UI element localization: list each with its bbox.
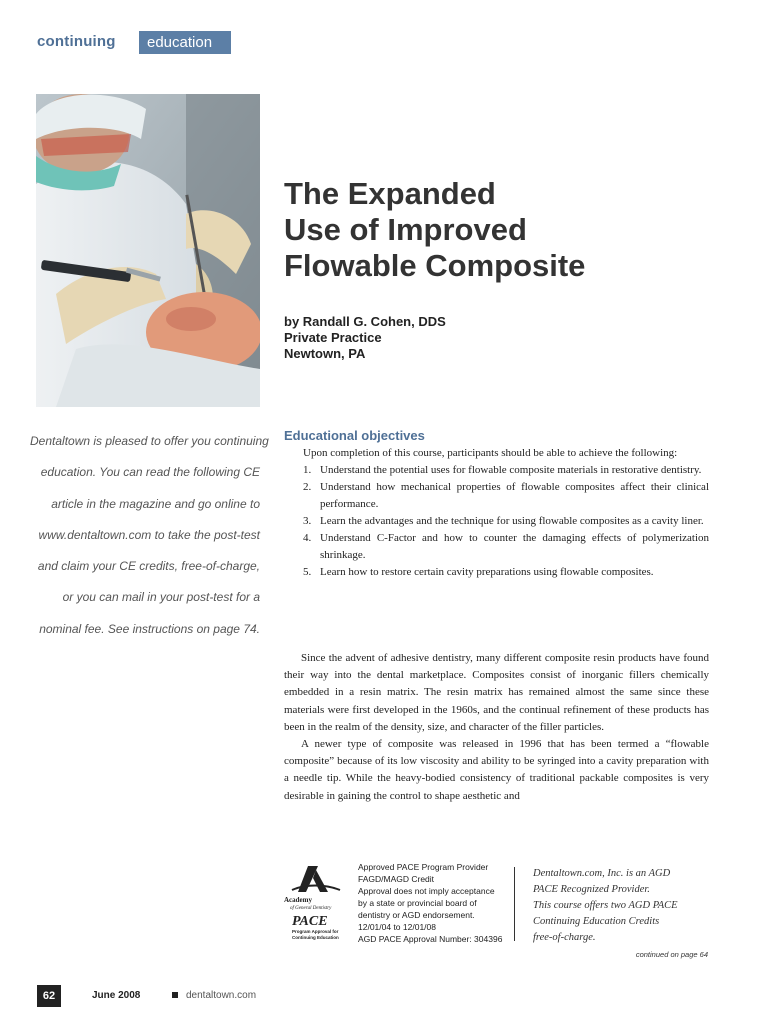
objective-item bbox=[303, 530, 709, 564]
title-line: Flowable Composite bbox=[284, 248, 586, 283]
objective-text: Learn the advantages and the technique for using flowable composites as a cavity liner. bbox=[320, 515, 704, 527]
footer-bullet bbox=[172, 992, 178, 998]
provider-note bbox=[533, 866, 678, 946]
sidebar-line: and claim your CE credits, free-of-charge, bbox=[37, 559, 260, 574]
objective-item bbox=[303, 513, 709, 530]
objectives-list bbox=[303, 462, 709, 581]
author: by Randall G. Cohen, DDS bbox=[284, 314, 446, 329]
pace-line: Approved PACE Program Provider bbox=[358, 862, 489, 872]
objective-number: 1. bbox=[303, 464, 312, 476]
section-tab: education bbox=[139, 31, 231, 54]
provider-line: PACE Recognized Provider. bbox=[533, 884, 650, 895]
body-paragraph: A newer type of composite was released in 1996 that has been termed a “flowable composite” because of its low viscosity and ability to be syringed into a cavity preparation with a needle tip. While the heavy-bodied consistency of traditional packable composites is very desirable in gaining the control to shape aesthetic and bbox=[284, 738, 709, 802]
sidebar-line: education. You can read the following CE bbox=[40, 465, 260, 480]
logo-academy: Academy bbox=[284, 896, 312, 904]
article-body bbox=[284, 650, 709, 805]
provider-line: free-of-charge. bbox=[533, 932, 596, 943]
pace-line: AGD PACE Approval Number: 304396 bbox=[358, 934, 503, 944]
continued-note: continued on page 64 bbox=[635, 950, 708, 959]
objective-item bbox=[303, 564, 709, 581]
title-line: The Expanded bbox=[284, 176, 496, 211]
sidebar-line: nominal fee. See instructions on page 74. bbox=[39, 621, 260, 636]
byline bbox=[284, 314, 446, 362]
objective-text: Learn how to restore certain cavity preparations using flowable composites. bbox=[320, 566, 654, 578]
section-label: continuing bbox=[37, 33, 116, 50]
pace-line: by a state or provincial board of bbox=[358, 898, 477, 908]
dentist-illustration bbox=[36, 94, 260, 407]
sidebar-line: article in the magazine and go online to bbox=[51, 496, 260, 511]
pace-approval-info bbox=[358, 861, 502, 945]
objectives-intro: Upon completion of this course, participants should be able to achieve the following: bbox=[303, 447, 678, 459]
pace-line: 12/01/04 to 12/01/08 bbox=[358, 922, 436, 932]
author-location: Newtown, PA bbox=[284, 346, 366, 361]
agd-pace-logo bbox=[280, 862, 352, 942]
objective-number: 3. bbox=[303, 515, 312, 527]
logo-agd: of General Dentistry bbox=[290, 906, 332, 911]
logo-ce: Continuing Education bbox=[292, 935, 339, 940]
divider bbox=[514, 867, 515, 941]
objective-number: 2. bbox=[303, 481, 312, 493]
logo-program: Program Approval for bbox=[292, 929, 339, 934]
objective-number: 4. bbox=[303, 532, 312, 544]
objective-item bbox=[303, 479, 709, 513]
provider-line: This course offers two AGD PACE bbox=[533, 900, 678, 911]
objective-text: Understand how mechanical properties of flowable composites affect their clinical performance. bbox=[320, 481, 709, 510]
objective-item bbox=[303, 462, 709, 479]
sidebar-line: www.dentaltown.com to take the post-test bbox=[38, 527, 260, 542]
provider-line: Dentaltown.com, Inc. is an AGD bbox=[533, 868, 671, 879]
logo-pace: PACE bbox=[292, 914, 328, 929]
sidebar-line: or you can mail in your post-test for a bbox=[62, 590, 260, 605]
ce-sidebar-note bbox=[30, 426, 269, 645]
objective-text: Understand C-Factor and how to counter the damaging effects of polymerization shrinkage. bbox=[320, 532, 709, 561]
sidebar-line: Dentaltown is pleased to offer you continuing bbox=[30, 434, 269, 448]
objectives-heading: Educational objectives bbox=[284, 428, 425, 443]
article-title bbox=[284, 176, 744, 284]
footer-site: dentaltown.com bbox=[186, 990, 257, 1001]
article-photo bbox=[36, 94, 260, 407]
issue-date: June 2008 bbox=[92, 990, 141, 1001]
body-paragraph: Since the advent of adhesive dentistry, many different composite resin products have found their way into the dental marketplace. Composites consist of inorganic fillers chemically embedded in a resin matrix. The resin matrix has remained almost the same since these materials were first developed in the 1960s, and the continual refinement of these products has been in the realm of the density, size, and character of the filler particles. bbox=[284, 652, 709, 733]
objective-text: Understand the potential uses for flowable composite materials in restorative dentistry. bbox=[320, 464, 702, 476]
provider-line: Continuing Education Credits bbox=[533, 916, 660, 927]
pace-line: Approval does not imply acceptance bbox=[358, 886, 495, 896]
objective-number: 5. bbox=[303, 566, 312, 578]
pace-line: FAGD/MAGD Credit bbox=[358, 874, 435, 884]
academy-logo-icon bbox=[280, 862, 352, 942]
pace-line: dentistry or AGD endorsement. bbox=[358, 910, 475, 920]
author-practice: Private Practice bbox=[284, 330, 382, 345]
page-number: 62 bbox=[37, 985, 61, 1007]
title-line: Use of Improved bbox=[284, 212, 527, 247]
